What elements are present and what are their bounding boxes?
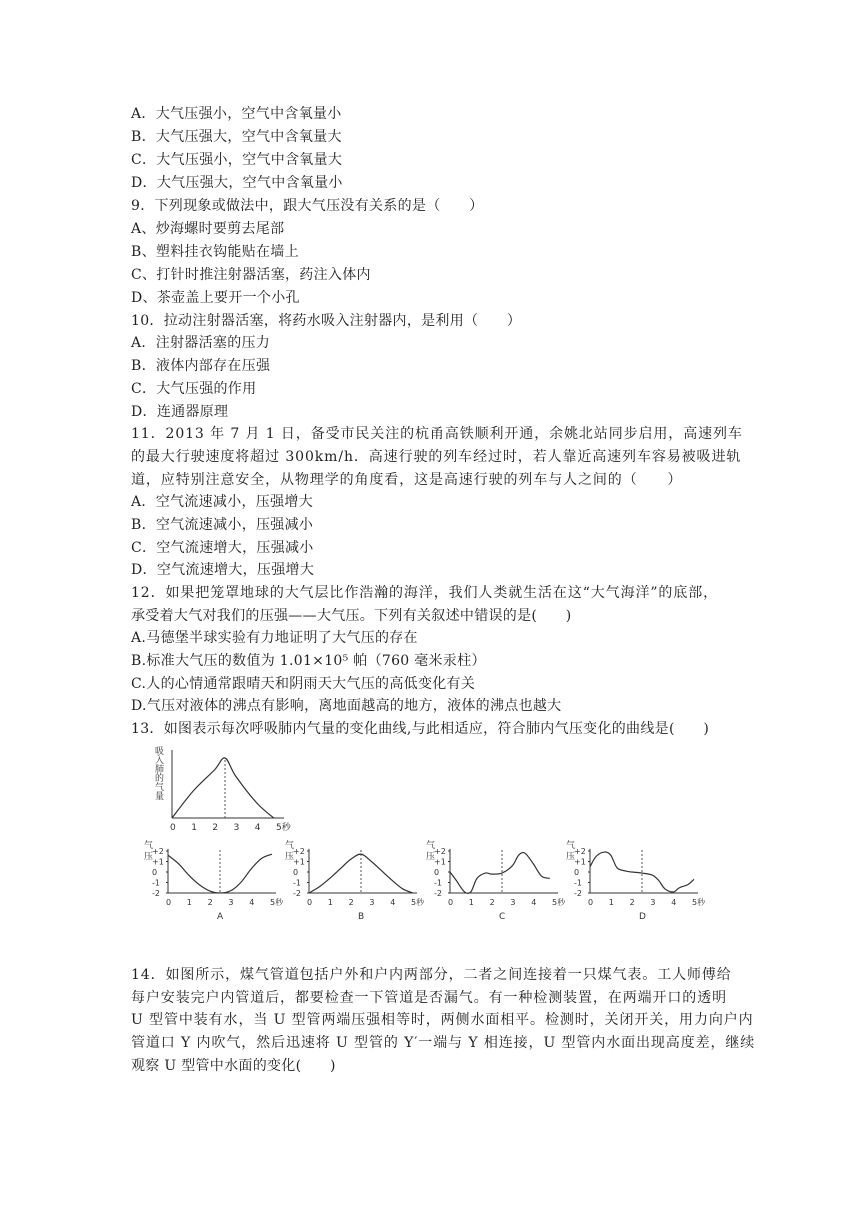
x-tick-label: 1: [468, 898, 474, 907]
q12-stem-line-2: 承受着大气对我们的压强——大气压。下列有关叙述中错误的是( ): [131, 608, 572, 624]
x-tick-label: 3: [650, 898, 656, 907]
pressure-ylabel-1: 气: [426, 841, 436, 851]
pressure-ylabel-1: 气: [144, 841, 154, 851]
q10-option-c: C．大气压强的作用: [131, 381, 257, 397]
panel-label-a: A: [217, 912, 224, 922]
pressure-ylabel-2: 压: [566, 852, 576, 862]
q8-option-d: D．大气压强大，空气中含氧量小: [131, 175, 343, 191]
pressure-ylabel-2: 压: [144, 852, 154, 862]
y-tick-label: +2: [152, 847, 164, 856]
x-tick-label: 4: [254, 823, 261, 833]
chart-top-ylabel: 吸入肺的气量: [153, 746, 163, 800]
x-tick-label: 5秒: [411, 898, 425, 907]
q12-stem-line-1: 12．如果把笼罩地球的大气层比作浩瀚的海洋，我们人类就生活在这“大气海洋”的底部，: [131, 585, 719, 601]
q14-stem-line-5: 观察 U 型管中水面的变化( ): [131, 1058, 336, 1074]
x-tick-label: 1: [327, 898, 333, 907]
pressure-chart-b: [283, 830, 423, 930]
q14-stem-line-4: 管道口 Y 内吹气，然后迅速将 U 型管的 Y′一端与 Y 相连接，U 型管内水面出现高度差，继续: [131, 1035, 756, 1051]
q13-stem: 13．如图表示每次呼吸肺内气量的变化曲线,与此相适应，符合肺内气压变化的曲线是( ): [131, 721, 710, 737]
x-tick-label: 0: [166, 898, 172, 907]
x-tick-label: 0: [588, 898, 594, 907]
y-tick-label: -1: [152, 878, 160, 888]
pressure-chart-d: [564, 830, 704, 930]
y-tick-label: 0: [574, 868, 580, 877]
q11-stem-line-3: 道，应特别注意安全，从物理学的角度看，这是高速行驶的列车与人之间的（ ）: [131, 472, 683, 488]
q11-option-c: C．空气流速增大，压强减小: [131, 540, 314, 556]
pressure-chart-a: [142, 830, 282, 930]
y-tick-label: -2: [293, 889, 301, 898]
x-tick-label: 3: [369, 898, 375, 907]
q9-option-d: D、茶壶盖上要开一个小孔: [131, 290, 300, 306]
x-tick-label: 4: [671, 898, 677, 907]
x-tick-label: 3: [510, 898, 516, 907]
y-tick-label: +1: [152, 857, 164, 867]
panel-label-c: C: [499, 912, 506, 922]
x-tick-label: 2: [629, 898, 635, 907]
y-tick-label: -2: [574, 889, 582, 898]
x-tick-label: 4: [390, 898, 396, 907]
y-tick-label: +2: [293, 847, 305, 856]
x-tick-label: 5秒: [692, 898, 706, 907]
x-tick-label: 1: [608, 898, 614, 907]
x-tick-label: 5秒: [270, 898, 284, 907]
x-tick-label: 2: [212, 823, 219, 833]
y-tick-label: 0: [293, 868, 299, 877]
q11-stem-line-2: 的最大行驶速度将超过 300km/h．高速行驶的列车经过时，若人靠近高速列车容易被吸进轨: [131, 449, 742, 465]
y-tick-label: 0: [152, 868, 158, 877]
q12-option-a: A.马德堡半球实验有力地证明了大气压的存在: [131, 630, 418, 646]
q9-option-a: A、炒海螺时要剪去尾部: [131, 221, 285, 237]
pressure-ylabel-1: 气: [285, 841, 295, 851]
x-tick-label: 2: [348, 898, 354, 907]
y-tick-label: -2: [434, 889, 442, 898]
x-tick-label: 1: [191, 823, 197, 833]
q8-option-c: C．大气压强小，空气中含氧量大: [131, 152, 343, 168]
q12-option-c: C.人的心情通常跟晴天和阴雨天大气压的高低变化有关: [131, 676, 476, 692]
q8-option-b: B．大气压强大，空气中含氧量大: [131, 129, 342, 145]
q10-option-b: B．液体内部存在压强: [131, 358, 271, 374]
y-tick-label: +1: [434, 857, 446, 867]
x-tick-label: 1: [186, 898, 192, 907]
y-tick-label: -1: [434, 878, 442, 888]
x-tick-label: 2: [489, 898, 495, 907]
q12-option-b: B.标准大气压的数值为 1.01×10⁵ 帕（760 毫米汞柱）: [131, 653, 486, 669]
panel-label-b: B: [358, 912, 365, 922]
x-tick-label: 0: [448, 898, 454, 907]
y-tick-label: +1: [293, 857, 305, 867]
q11-stem-line-1: 11．2013 年 7 月 1 日，备受市民关注的杭甬高铁顺利开通，余姚北站同步启用，高速列车: [131, 426, 743, 442]
q10-option-d: D．连通器原理: [131, 404, 229, 420]
q11-option-d: D．空气流速增大，压强增大: [131, 562, 315, 578]
x-tick-label: 0: [170, 823, 176, 833]
pressure-ylabel-2: 压: [426, 852, 436, 862]
pressure-ylabel-2: 压: [285, 852, 295, 862]
q11-option-a: A．空气流速减小，压强增大: [131, 494, 314, 510]
y-tick-label: -1: [574, 878, 582, 888]
y-tick-label: 0: [434, 868, 440, 877]
y-tick-label: -2: [152, 889, 160, 898]
x-tick-label: 3: [233, 823, 240, 833]
q14-stem-line-2: 每户安装完户内管道后，都要检查一下管道是否漏气。有一种检测装置，在两端开口的透明: [131, 990, 727, 1006]
x-tick-label: 4: [531, 898, 537, 907]
x-tick-label: 5秒: [552, 898, 566, 907]
x-tick-label: 3: [228, 898, 234, 907]
q11-option-b: B．空气流速减小，压强减小: [131, 517, 314, 533]
q14-stem-line-1: 14．如图所示，煤气管道包括户外和户内两部分，二者之间连接着一只煤气表。工人师傅给: [131, 967, 732, 983]
q10-option-a: A．注射器活塞的压力: [131, 335, 271, 351]
y-tick-label: +2: [574, 847, 586, 856]
pressure-chart-c: [424, 830, 564, 930]
pressure-ylabel-1: 气: [566, 841, 576, 851]
y-tick-label: +2: [434, 847, 446, 856]
q9-option-b: B、塑料挂衣钩能贴在墙上: [131, 244, 299, 260]
q12-option-d: D.气压对液体的沸点有影响，离地面越高的地方，液体的沸点也越大: [131, 698, 562, 714]
panel-label-d: D: [639, 912, 646, 922]
x-tick-label: 5秒: [276, 823, 291, 833]
x-tick-label: 0: [307, 898, 313, 907]
x-tick-label: 4: [249, 898, 255, 907]
q10-stem: 10．拉动注射器活塞，将药水吸入注射器内，是利用（ ）: [131, 313, 522, 329]
pressure-curve-c: [450, 853, 550, 894]
q14-stem-line-3: U 型管中装有水，当 U 型管两端压强相等时，两侧水面相平。检测时，关闭开关，用力向户内: [131, 1012, 754, 1028]
q9-option-c: C、打针时推注射器活塞，药注入体内: [131, 267, 371, 283]
lung-volume-chart: [150, 746, 300, 836]
x-tick-label: 2: [207, 898, 213, 907]
y-tick-label: +1: [574, 857, 586, 867]
y-tick-label: -1: [293, 878, 301, 888]
q8-option-a: A．大气压强小，空气中含氧量小: [131, 106, 342, 122]
q9-stem: 9．下列现象或做法中，跟大气压没有关系的是（ ）: [131, 198, 484, 214]
volume-curve: [172, 758, 274, 818]
